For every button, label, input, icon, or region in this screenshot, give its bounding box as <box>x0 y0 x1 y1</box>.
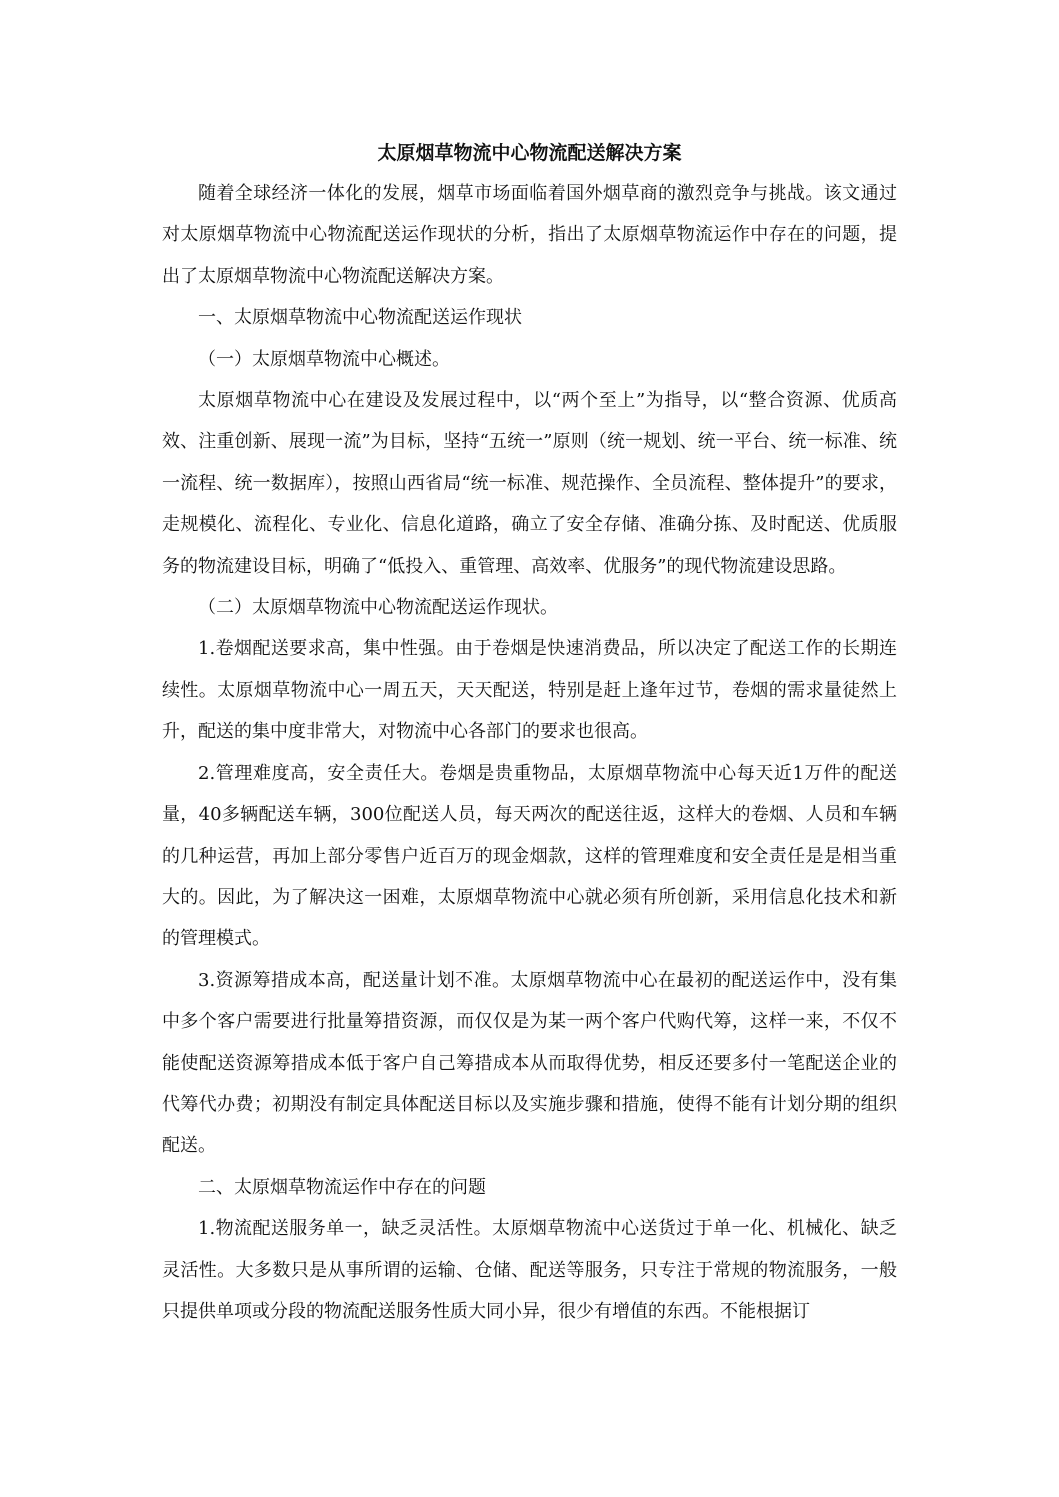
section-heading-1: 一、太原烟草物流中心物流配送运作现状 <box>198 307 522 329</box>
status-point-2: 2.管理难度高，安全责任大。卷烟是贵重物品，太原烟草物流中心每天近1万件的配送量，40多辆配送车辆，300位配送人员，每天两次的配送往返，这样大的卷烟、人员和车辆的几种运营，再加上部分零售户近百万的现金烟款，这样的管理难度和安全责任是是相当重大的。因此，为了解决这一困难，太原烟草物流中心就必须有所创新，采用信息化技术和新的管理模式。 <box>162 762 897 950</box>
document-title: 太原烟草物流中心物流配送解决方案 <box>377 142 682 164</box>
overview-paragraph: 太原烟草物流中心在建设及发展过程中，以“两个至上”为指导，以“整合资源、优质高效、注重创新、展现一流”为目标，坚持“五统一”原则（统一规划、统一平台、统一标准、统一流程、统一数据库），按照山西省局“统一标准、规范操作、全员流程、整体提升”的要求，走规模化、流程化、专业化、信息化道路，确立了安全存储、准确分拣、及时配送、优质服务的物流建设目标，明确了“低投入、重管理、高效率、优服务”的现代物流建设思路。 <box>162 390 897 577</box>
status-point-1: 1.卷烟配送要求高，集中性强。由于卷烟是快速消费品，所以决定了配送工作的长期连续性。太原烟草物流中心一周五天，天天配送，特别是赶上逢年过节，卷烟的需求量徒然上升，配送的集中度非常大，对物流中心各部门的要求也很高。 <box>162 638 897 743</box>
subsection-heading-2: （二）太原烟草物流中心物流配送运作现状。 <box>198 597 558 619</box>
problem-point-1: 1.物流配送服务单一，缺乏灵活性。太原烟草物流中心送货过于单一化、机械化、缺乏灵活性。大多数只是从事所谓的运输、仓储、配送等服务，只专注于常规的物流服务，一般只提供单项或分段的物流配送服务性质大同小异，很少有增值的东西。不能根据订 <box>162 1218 897 1322</box>
status-point-3: 3.资源筹措成本高，配送量计划不准。太原烟草物流中心在最初的配送运作中，没有集中多个客户需要进行批量筹措资源，而仅仅是为某一两个客户代购代筹，这样一来，不仅不能使配送资源筹措成本低于客户自己筹措成本从而取得优势，相反还要多付一笔配送企业的代筹代办费；初期没有制定具体配送目标以及实施步骤和措施，使得不能有计划分期的组织配送。 <box>162 969 897 1157</box>
intro-paragraph: 随着全球经济一体化的发展，烟草市场面临着国外烟草商的激烈竞争与挑战。该文通过对太原烟草物流中心物流配送运作现状的分析，指出了太原烟草物流运作中存在的问题，提出了太原烟草物流中心物流配送解决方案。 <box>162 183 897 287</box>
document-body <box>162 133 897 1332</box>
subsection-heading-1: （一）太原烟草物流中心概述。 <box>198 348 450 370</box>
section-heading-2: 二、太原烟草物流运作中存在的问题 <box>198 1176 486 1198</box>
